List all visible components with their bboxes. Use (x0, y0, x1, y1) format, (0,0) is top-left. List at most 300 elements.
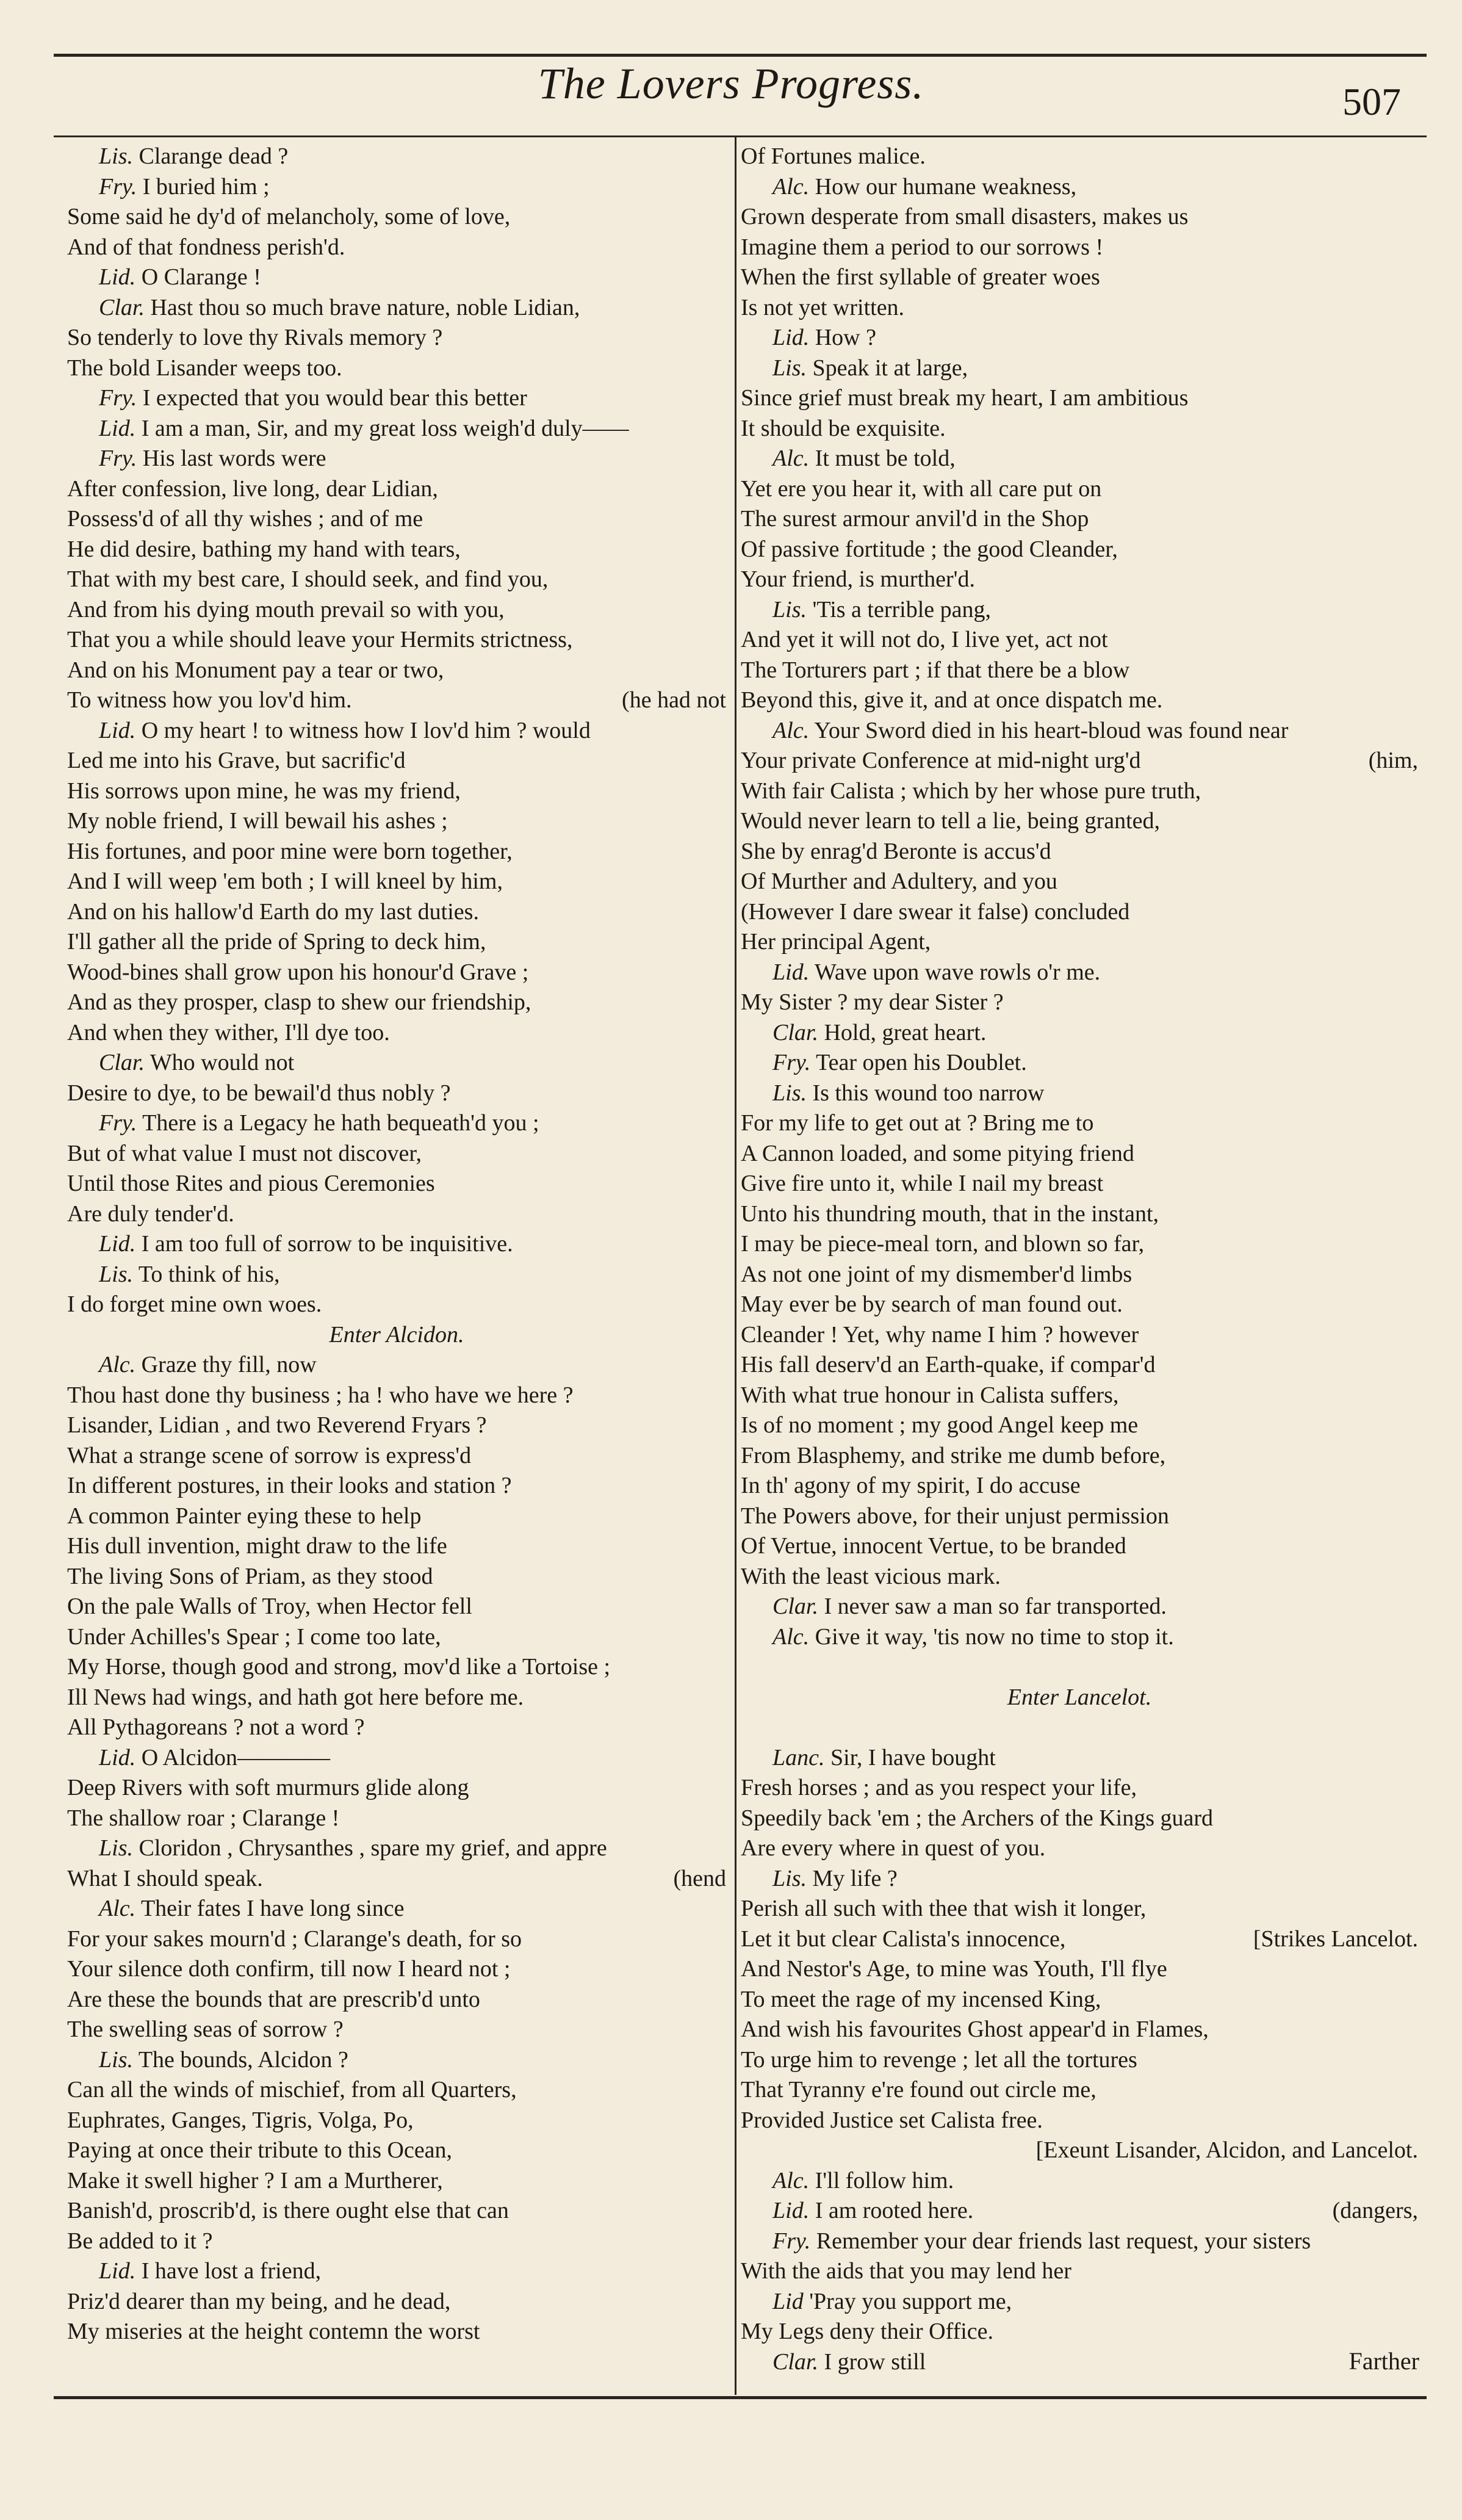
text-line (67, 806, 726, 837)
verse-text: Of Fortunes malice. (741, 143, 926, 169)
text-line (67, 565, 726, 595)
text-line (67, 2075, 726, 2106)
text-line (67, 987, 726, 1018)
text-line (741, 172, 1418, 203)
text-line (741, 595, 1418, 626)
text-line (741, 1803, 1418, 1834)
verse-text: Of Vertue, innocent Vertue, to be branded (741, 1533, 1126, 1559)
speaker-prefix: Lid (772, 2288, 804, 2314)
text-line (741, 2015, 1418, 2045)
verse-text: I do forget mine own woes. (67, 1291, 322, 1317)
text-line (741, 1441, 1418, 1471)
verse-text: I'll gather all the pride of Spring to deck him, (67, 929, 486, 955)
verse-text: From Blasphemy, and strike me dumb before, (741, 1442, 1166, 1468)
text-line (67, 2196, 726, 2226)
text-line (741, 655, 1418, 686)
speaker-prefix: Lis. (772, 1080, 807, 1106)
text-line (741, 927, 1418, 958)
text-line (741, 2136, 1418, 2166)
verse-text: The swelling seas of sorrow ? (67, 2016, 344, 2042)
text-line (741, 867, 1418, 897)
verse-text: Clarange dead ? (139, 143, 289, 169)
speaker-prefix: Lis. (772, 1865, 807, 1891)
text-line (67, 1954, 726, 1985)
right-text-column (741, 142, 1418, 2377)
speaker-prefix: Fry. (99, 385, 137, 411)
verse-text: Some said he dy'd of melancholy, some of love, (67, 204, 511, 229)
verse-text: Provided Justice set Calista free. (741, 2107, 1043, 2133)
text-line (741, 1139, 1418, 1169)
text-line (741, 2045, 1418, 2076)
verse-text: That with my best care, I should seek, and find you, (67, 566, 549, 592)
running-title: The Lovers Progress. (538, 59, 924, 108)
verse-text: Make it swell higher ? I am a Murtherer, (67, 2167, 443, 2193)
header-rule (54, 135, 1427, 137)
text-line (67, 625, 726, 655)
text-line (67, 1622, 726, 1653)
verse-text: Euphrates, Ganges, Tigris, Volga, Po, (67, 2107, 414, 2133)
text-line (741, 2106, 1418, 2136)
text-line (67, 776, 726, 807)
verse-text: O Clarange ! (141, 264, 261, 290)
verse-text: Your friend, is murther'd. (741, 566, 976, 592)
text-line (67, 414, 726, 444)
text-line (67, 202, 726, 233)
verse-text: I grow still (824, 2349, 926, 2375)
text-line (741, 2226, 1418, 2257)
text-line (67, 746, 726, 776)
verse-text: Imagine them a period to our sorrows ! (741, 234, 1104, 260)
verse-text: Fresh horses ; and as you respect your life, (741, 1775, 1137, 1800)
blank-line (741, 1652, 1418, 1683)
verse-text: How ? (815, 325, 876, 350)
text-line (741, 1199, 1418, 1230)
text-line (67, 1018, 726, 1049)
verse-text: Hast thou so much brave nature, noble Lidian, (150, 294, 580, 320)
text-line (741, 716, 1418, 746)
text-line (67, 2106, 726, 2136)
turnover-or-direction: (dangers, (1332, 2198, 1418, 2223)
verse-text: Of passive fortitude ; the good Cleander, (741, 536, 1118, 562)
text-line (67, 716, 726, 746)
verse-text: Your Sword died in his heart-bloud was found near (814, 717, 1289, 743)
verse-text: Speedily back 'em ; the Archers of the Kings guard (741, 1805, 1214, 1831)
text-line (67, 1471, 726, 1501)
text-line (67, 172, 726, 203)
text-line (67, 1441, 726, 1471)
verse-text: Hold, great heart. (824, 1019, 987, 1045)
text-line (67, 2256, 726, 2287)
verse-text: I never saw a man so far transported. (824, 1594, 1167, 1619)
speaker-prefix: Clar. (772, 1594, 818, 1619)
verse-text: Is of no moment ; my good Angel keep me (741, 1412, 1139, 1438)
text-line (741, 1743, 1418, 1774)
text-line (741, 1773, 1418, 1803)
verse-text: Her principal Agent, (741, 929, 931, 955)
verse-text: To think of his, (138, 1261, 280, 1287)
verse-text: My noble friend, I will bewail his ashes ; (67, 808, 448, 834)
turnover-or-direction: [Exeunt Lisander, Alcidon, and Lancelot. (1035, 2137, 1418, 2163)
verse-text: A Cannon loaded, and some pitying friend (741, 1140, 1134, 1166)
text-line (741, 1501, 1418, 1532)
text-line (741, 1562, 1418, 1592)
verse-text: Desire to dye, to be bewail'd thus nobly ? (67, 1080, 451, 1106)
speaker-prefix: Fry. (772, 1050, 811, 1075)
speaker-prefix: Lis. (99, 143, 133, 169)
verse-text: Graze thy fill, now (141, 1352, 317, 1377)
text-line (67, 2136, 726, 2166)
text-line (67, 1924, 726, 1955)
text-line (67, 1260, 726, 1290)
text-line (741, 1410, 1418, 1441)
speaker-prefix: Fry. (99, 446, 137, 471)
text-line (67, 1592, 726, 1622)
verse-text: It must be told, (815, 446, 956, 471)
text-line (741, 958, 1418, 988)
verse-text: With the least vicious mark. (741, 1563, 1001, 1589)
verse-text: O my heart ! to witness how I lov'd him ? would (141, 717, 591, 743)
verse-text: And on his hallow'd Earth do my last duties. (67, 898, 479, 925)
verse-text: Give it way, 'tis now no time to stop it. (815, 1623, 1174, 1650)
left-text-column (67, 142, 726, 2347)
text-line (67, 1350, 726, 1381)
text-line (67, 1803, 726, 1834)
turnover-or-direction: [Strikes Lancelot. (1253, 1926, 1418, 1952)
verse-text: The bounds, Alcidon ? (138, 2046, 348, 2073)
column-divider (735, 137, 736, 2395)
speaker-prefix: Lis. (99, 2046, 133, 2073)
verse-text: Can all the winds of mischief, from all Quarters, (67, 2077, 517, 2103)
text-line (741, 1381, 1418, 1411)
text-line (741, 323, 1418, 353)
verse-text: Their fates I have long since (140, 1896, 405, 1921)
verse-text: To witness how you lov'd him. (67, 687, 352, 713)
verse-text: And from his dying mouth prevail so with you, (67, 596, 505, 623)
text-line (67, 927, 726, 958)
speaker-prefix: Alc. (99, 1352, 136, 1377)
text-line (67, 958, 726, 988)
text-line (67, 1713, 726, 1743)
verse-text: He did desire, bathing my hand with tears, (67, 536, 461, 562)
verse-text: My Horse, though good and strong, mov'd like a Tortoise ; (67, 1654, 611, 1680)
verse-text: Yet ere you hear it, with all care put on (741, 475, 1102, 502)
verse-text: Sir, I have bought (830, 1744, 996, 1771)
verse-text: O Alcidon———— (141, 1744, 330, 1771)
text-line (741, 504, 1418, 535)
text-line (67, 867, 726, 897)
speaker-prefix: Lid. (99, 1744, 136, 1771)
speaker-prefix: Lid. (99, 415, 136, 441)
verse-text: His last words were (142, 446, 326, 471)
text-line (741, 2347, 1418, 2378)
verse-text: His dull invention, might draw to the life (67, 1533, 447, 1559)
verse-text: Perish all such with thee that wish it longer, (741, 1896, 1147, 1921)
text-line (741, 1048, 1418, 1078)
text-line (741, 837, 1418, 867)
text-line (741, 262, 1418, 293)
speaker-prefix: Lid. (772, 2198, 810, 2223)
verse-text: 'Pray you support me, (809, 2288, 1012, 2314)
speaker-prefix: Alc. (772, 173, 810, 200)
verse-text: I am a man, Sir, and my great loss weigh'd duly—— (141, 415, 629, 441)
speaker-prefix: Lanc. (772, 1744, 825, 1771)
text-line (67, 535, 726, 565)
verse-text: My Sister ? my dear Sister ? (741, 989, 1004, 1015)
speaker-prefix: Lis. (99, 1261, 133, 1287)
text-line (741, 1592, 1418, 1622)
text-line (741, 625, 1418, 655)
verse-text: I am too full of sorrow to be inquisitive. (141, 1231, 513, 1257)
verse-text: All Pythagoreans ? not a word ? (67, 1714, 365, 1740)
speaker-prefix: Fry. (99, 173, 137, 200)
verse-text: Since grief must break my heart, I am ambitious (741, 385, 1189, 411)
text-line (67, 1894, 726, 1924)
text-line (67, 383, 726, 414)
speaker-prefix: Lid. (99, 264, 136, 290)
verse-text: Are duly tender'd. (67, 1200, 234, 1227)
speaker-prefix: Alc. (772, 717, 810, 743)
verse-text: I may be piece-meal torn, and blown so far, (741, 1231, 1145, 1257)
text-line (741, 383, 1418, 414)
verse-text: That you a while should leave your Hermits strictness, (67, 627, 573, 652)
verse-text: Cleander ! Yet, why name I him ? however (741, 1321, 1139, 1348)
verse-text: What I should speak. (67, 1865, 263, 1891)
verse-text: Who would not (149, 1050, 295, 1075)
verse-text: The living Sons of Priam, as they stood (67, 1563, 433, 1589)
text-line (67, 595, 726, 626)
text-line (67, 837, 726, 867)
verse-text: Wave upon wave rowls o'r me. (815, 959, 1101, 985)
stage-direction: Enter Lancelot. (1007, 1684, 1152, 1710)
text-line (67, 1199, 726, 1230)
text-line (741, 746, 1418, 776)
text-line (741, 233, 1418, 263)
verse-text: And I will weep 'em both ; I will kneel by him, (67, 868, 503, 894)
verse-text: And yet it will not do, I live yet, act not (741, 627, 1108, 652)
verse-text: Give fire unto it, while I nail my breast (741, 1171, 1104, 1196)
page-number: 507 (1342, 80, 1401, 123)
text-line (741, 2196, 1418, 2226)
verse-text: I have lost a friend, (141, 2258, 322, 2284)
speaker-prefix: Alc. (99, 1896, 136, 1921)
speaker-prefix: Lid. (99, 1231, 136, 1257)
verse-text: It should be exquisite. (741, 415, 946, 441)
verse-text: For your sakes mourn'd ; Clarange's death, for so (67, 1926, 522, 1952)
speaker-prefix: Clar. (772, 1019, 818, 1045)
verse-text: On the pale Walls of Troy, when Hector fell (67, 1594, 472, 1619)
text-line (67, 1743, 726, 1774)
verse-text: The shallow roar ; Clarange ! (67, 1805, 340, 1831)
verse-text: The bold Lisander weeps too. (67, 355, 342, 381)
text-line (67, 233, 726, 263)
text-line (67, 353, 726, 384)
text-line (67, 655, 726, 686)
text-line (67, 1078, 726, 1109)
verse-text: His fortunes, and poor mine were born together, (67, 838, 513, 864)
speaker-prefix: Lid. (99, 717, 136, 743)
verse-text: Are every where in quest of you. (741, 1835, 1046, 1861)
verse-text: Paying at once their tribute to this Ocean, (67, 2137, 453, 2163)
verse-text: Tear open his Doublet. (816, 1050, 1027, 1075)
text-line (741, 1954, 1418, 1985)
bottom-border-rule (54, 2396, 1427, 2399)
verse-text: Possess'd of all thy wishes ; and of me (67, 506, 423, 532)
verse-text: Cloridon , Chrysanthes , spare my grief, and appre (139, 1835, 607, 1861)
turnover-or-direction: (hend (673, 1865, 726, 1891)
speaker-prefix: Lis. (772, 596, 807, 623)
speaker-prefix: Lid. (99, 2258, 136, 2284)
verse-text: Thou hast done thy business ; ha ! who have we here ? (67, 1382, 574, 1408)
verse-text: How our humane weakness, (815, 173, 1077, 200)
verse-text: Let it but clear Calista's innocence, (741, 1926, 1066, 1952)
text-line (741, 2166, 1418, 2197)
text-line (67, 1139, 726, 1169)
verse-text: As not one joint of my dismember'd limbs (741, 1261, 1133, 1287)
verse-text: And of that fondness perish'd. (67, 234, 345, 260)
text-line (741, 1350, 1418, 1381)
verse-text: I am rooted here. (815, 2198, 974, 2223)
speaker-prefix: Lis. (99, 1835, 133, 1861)
text-line (741, 1924, 1418, 1955)
verse-text: I buried him ; (142, 173, 270, 200)
text-line (741, 1471, 1418, 1501)
verse-text: To urge him to revenge ; let all the tortures (741, 2046, 1137, 2073)
verse-text: Wood-bines shall grow upon his honour'd Grave ; (67, 959, 529, 985)
verse-text: My life ? (812, 1865, 898, 1891)
text-line (741, 474, 1418, 505)
verse-text: She by enrag'd Beronte is accus'd (741, 838, 1051, 864)
text-line (741, 142, 1418, 172)
verse-text: Beyond this, give it, and at once dispatch me. (741, 687, 1163, 713)
verse-text: When the first syllable of greater woes (741, 264, 1100, 290)
turnover-or-direction: (he had not (622, 687, 726, 713)
verse-text: And when they wither, I'll dye too. (67, 1019, 390, 1045)
verse-text: His fall deserv'd an Earth-quake, if compar'd (741, 1352, 1156, 1377)
verse-text: What a strange scene of sorrow is express'd (67, 1442, 472, 1468)
text-line (67, 1985, 726, 2015)
text-line (741, 897, 1418, 928)
text-line (67, 262, 726, 293)
text-line (741, 202, 1418, 233)
verse-text: The surest armour anvil'd in the Shop (741, 506, 1089, 532)
verse-text: That Tyranny e're found out circle me, (741, 2077, 1096, 2103)
text-line (741, 565, 1418, 595)
text-line (67, 142, 726, 172)
text-line (67, 2226, 726, 2257)
verse-text: Is this wound too narrow (812, 1080, 1045, 1106)
catchword: Farther (1349, 2347, 1419, 2375)
text-line (741, 1833, 1418, 1864)
text-line (741, 1078, 1418, 1109)
verse-text: With what true honour in Calista suffers, (741, 1382, 1119, 1408)
verse-text: His sorrows upon mine, he was my friend, (67, 778, 461, 804)
verse-text: Your silence doth confirm, till now I heard not ; (67, 1956, 511, 1982)
verse-text: Unto his thundring mouth, that in the instant, (741, 1200, 1159, 1227)
text-line (741, 1018, 1418, 1049)
text-line (741, 685, 1418, 716)
text-line (741, 535, 1418, 565)
speaker-prefix: Lid. (772, 325, 810, 350)
text-line (67, 1683, 726, 1713)
verse-text: The Powers above, for their unjust permission (741, 1503, 1169, 1529)
speaker-prefix: Fry. (99, 1110, 137, 1136)
text-line (67, 1048, 726, 1078)
text-line (67, 1864, 726, 1894)
text-line (741, 1622, 1418, 1653)
verse-text: My Legs deny their Office. (741, 2319, 994, 2344)
text-line (741, 987, 1418, 1018)
text-line (741, 414, 1418, 444)
verse-text: There is a Legacy he hath bequeath'd you ; (142, 1110, 539, 1136)
text-line (741, 1260, 1418, 1290)
speaker-prefix: Lis. (772, 355, 807, 381)
verse-text: I expected that you would bear this better (142, 385, 527, 411)
text-line (67, 1562, 726, 1592)
text-line (741, 776, 1418, 807)
speaker-prefix: Alc. (772, 446, 810, 471)
text-line (67, 1833, 726, 1864)
verse-text: And Nestor's Age, to mine was Youth, I'll flye (741, 1956, 1167, 1982)
verse-text: Be added to it ? (67, 2228, 213, 2254)
verse-text: Priz'd dearer than my being, and he dead, (67, 2288, 451, 2314)
speaker-prefix: Lid. (772, 959, 810, 985)
text-line (741, 444, 1418, 474)
text-line (741, 1985, 1418, 2015)
verse-text: I'll follow him. (815, 2167, 954, 2193)
speaker-prefix: Clar. (99, 294, 145, 320)
text-line (67, 685, 726, 716)
text-line (67, 897, 726, 928)
speaker-prefix: Clar. (99, 1050, 145, 1075)
text-line (741, 1108, 1418, 1139)
text-line (67, 2015, 726, 2045)
text-line (741, 1894, 1418, 1924)
text-line (741, 293, 1418, 323)
text-line (741, 2287, 1418, 2317)
text-line (67, 2317, 726, 2347)
verse-text: Your private Conference at mid-night urg'd (741, 748, 1141, 773)
text-line (67, 2287, 726, 2317)
verse-text: Ill News had wings, and hath got here before me. (67, 1684, 524, 1710)
verse-text: Is not yet written. (741, 294, 905, 320)
text-line (741, 1290, 1418, 1320)
text-line (741, 1169, 1418, 1199)
text-line (67, 1501, 726, 1532)
verse-text: In different postures, in their looks and station ? (67, 1473, 512, 1498)
blank-line (741, 1713, 1418, 1743)
text-line (67, 504, 726, 535)
verse-text: Under Achilles's Spear ; I come too late, (67, 1623, 441, 1650)
verse-text: The Torturers part ; if that there be a blow (741, 657, 1130, 683)
stage-direction: Enter Alcidon. (329, 1321, 464, 1348)
verse-text: Are these the bounds that are prescrib'd unto (67, 1986, 480, 2012)
verse-text: Remember your dear friends last request, your sisters (816, 2228, 1311, 2254)
text-line (67, 1290, 726, 1320)
text-line (741, 1531, 1418, 1562)
verse-text: 'Tis a terrible pang, (812, 596, 991, 623)
verse-text: Would never learn to tell a lie, being granted, (741, 808, 1161, 834)
text-line (67, 1108, 726, 1139)
text-line (67, 1410, 726, 1441)
verse-text: After confession, live long, dear Lidian, (67, 475, 438, 502)
text-line (741, 2317, 1418, 2347)
text-line (67, 1531, 726, 1562)
verse-text: For my life to get out at ? Bring me to (741, 1110, 1094, 1136)
text-line (67, 444, 726, 474)
verse-text: Led me into his Grave, but sacrific'd (67, 748, 406, 773)
verse-text: May ever be by search of man found out. (741, 1291, 1123, 1317)
text-line (67, 1773, 726, 1803)
